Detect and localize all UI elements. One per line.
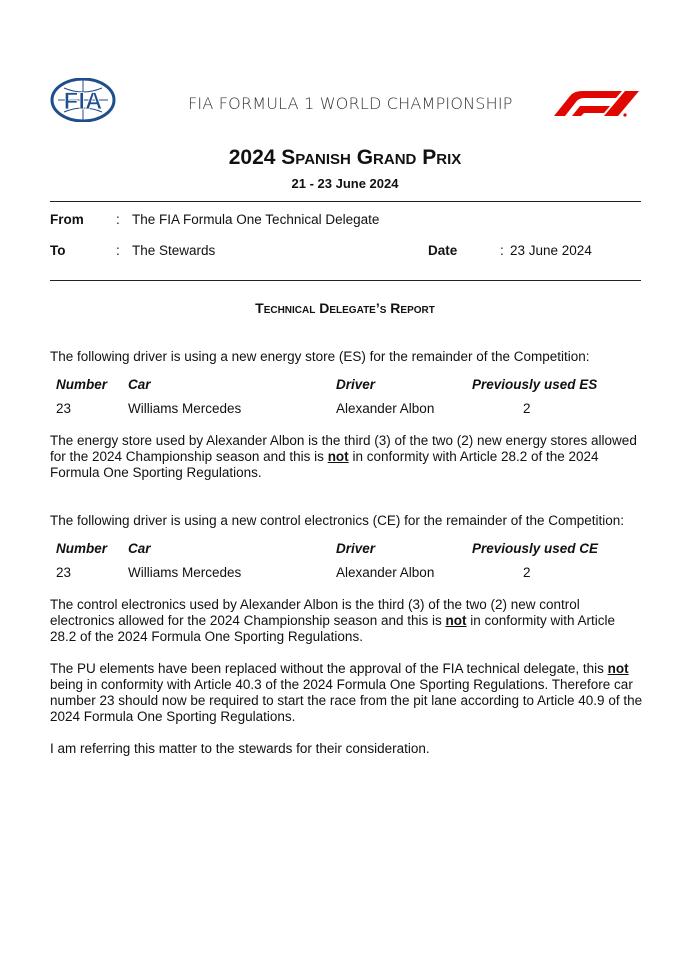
from-value: The FIA Formula One Technical Delegate — [132, 212, 380, 227]
ce-row-car: Williams Mercedes — [128, 565, 242, 580]
ce-col-driver: Driver — [336, 541, 376, 556]
date-colon: : — [500, 243, 504, 258]
es-col-number: Number — [56, 377, 108, 392]
fia-logo — [50, 78, 116, 122]
ce-row-number: 23 — [56, 565, 72, 580]
fia-logo-text: FIA — [63, 88, 103, 115]
closing-text: I am referring this matter to the stewards for their consideration. — [50, 741, 430, 756]
report-title: Technical Delegate’s Report — [255, 300, 435, 316]
championship-title: FIA FORMULA 1 WORLD CHAMPIONSHIP — [188, 94, 513, 113]
es-col-previous: Previously used ES — [472, 377, 598, 392]
date-label: Date — [428, 243, 458, 258]
ce-conformity-text: The control electronics used by Alexander Albon is the third (3) of the two (2) new control electronics allowed for the 2024 Championship season and this is not in conformity with Article 28.2 of the 2024 Formula One Sporting Regulations. — [50, 597, 616, 644]
es-row-car: Williams Mercedes — [128, 401, 242, 416]
f1-logo — [544, 88, 642, 118]
ce-row-previous: 2 — [523, 565, 531, 580]
event-title: 2024 Spanish Grand Prix — [228, 146, 462, 169]
header-divider-top — [50, 201, 641, 202]
ce-row-driver: Alexander Albon — [336, 565, 435, 580]
from-colon: : — [116, 212, 120, 227]
es-intro: The following driver is using a new energy store (ES) for the remainder of the Competition: — [50, 349, 590, 364]
ce-intro: The following driver is using a new control electronics (CE) for the remainder of the Competition: — [50, 513, 625, 528]
pu-paragraph: The PU elements have been replaced without the approval of the FIA technical delegate, this not being in conformity with Article 40.3 of the 2024 Formula One Sporting Regulations. Therefore car number 23 should now be required to start the race from the pit lane according to Article 40.9 of the 2024 Formula One Sporting Regulations. — [50, 661, 643, 724]
es-col-driver: Driver — [336, 377, 376, 392]
header-divider-bottom — [50, 280, 641, 281]
event-dates: 21 - 23 June 2024 — [291, 176, 399, 191]
to-label: To — [50, 243, 66, 258]
from-label: From — [50, 212, 84, 227]
to-colon: : — [116, 243, 120, 258]
es-col-car: Car — [128, 377, 151, 392]
ce-col-car: Car — [128, 541, 151, 556]
es-row-number: 23 — [56, 401, 72, 416]
to-value: The Stewards — [132, 243, 216, 258]
es-conformity-text: The energy store used by Alexander Albon is the third (3) of the two (2) new energy stores allowed for the 2024 Championship season and this is not in conformity with Article 28.2 of the 2024 Formula One Sporting Regulations. — [50, 433, 637, 480]
es-row-driver: Alexander Albon — [336, 401, 435, 416]
ce-col-previous: Previously used CE — [472, 541, 599, 556]
ce-col-number: Number — [56, 541, 108, 556]
es-row-previous: 2 — [523, 401, 531, 416]
date-value: 23 June 2024 — [510, 243, 592, 258]
